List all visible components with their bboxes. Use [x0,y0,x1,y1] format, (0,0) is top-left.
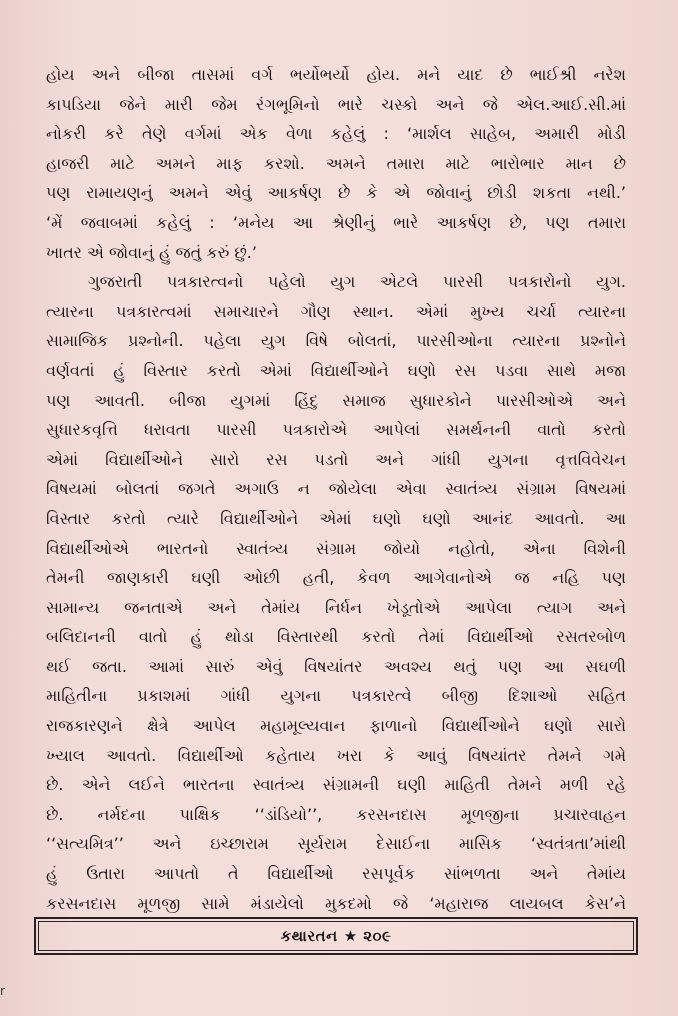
book-title: કથારતન [280,927,338,945]
text-line: રાજકારણને ક્ષેત્રે આપેલ મહામૂલ્યવાન ફાળાનો વિદ્યાર્થીઓને ઘણો સારો [46,716,626,736]
text-line: વિદ્યાર્થીઓએ ભારતનો સ્વાતંત્ર્ય સંગ્રામ જોયો નહોતો, એના વિશેની [46,538,626,558]
text-line: છે. નર્મદના પાક્ષિક ‘‘ડાંડિયો’’, કરસનદાસ મૂળજીના પ્રચારવાહન [46,804,626,824]
text-line: સામાજિક પ્રશ્નોની. પહેલા યુગ વિષે બોલતાં, પારસીઓના ત્યારના પ્રશ્નોને [46,331,626,351]
text-line: સુધારકવૃત્તિ ધરાવતા પારસી પત્રકારોએ આપેલાં સમર્થનની વાતો કરતો [46,420,626,440]
text-line: તેમની જાણકારી ઘણી ઓછી હતી, કેવળ આગેવાનોએ જ નહિ પણ [46,568,626,588]
text-line: કરસનદાસ મૂળજી સામે મંડાયેલો મુકદમો જે ‘મહારાજ લાયબલ કેસ’ને [46,893,626,913]
star-icon: ★ [343,927,358,945]
text-line: ‘‘સત્યમિત્ર’’ અને ઇચ્છારામ સૂર્યરામ દેસાઈના માસિક ‘સ્વતંત્રતા’માંથી [46,834,626,854]
text-line: કાપડિયા જેને મારી જેમ રંગભૂમિનો ભારે ચસ્કો અને જે એલ.આઈ.સી.માં [46,94,626,114]
body-text [46,60,626,918]
text-line: હોય અને બીજા તાસમાં વર્ગ ભર્યોભર્યો હોય. મને યાદ છે ભાઈશ્રી નરેશ [46,65,626,84]
text-line: થઈ જતા. આમાં સારું એવું વિષયાંતર અવશ્ય થતું પણ આ સઘળી [46,656,626,676]
text-line: પણ રામાયણનું અમને એવું આકર્ષણ છે કે એ જોવાનું છોડી શકતા નથી.’ [46,183,626,203]
text-line: માહિતીના પ્રકાશમાં ગાંધી યુગના પત્રકારત્વે બીજી દિશાઓ સહિત [46,686,626,706]
text-line: એમાં વિદ્યાર્થીઓને સારો રસ પડતો અને ગાંધી યુગના વૃત્તવિવેચન [46,449,626,469]
text-line: ‘મેં જવાબમાં કહેલું : ‘મનેય આ શ્રેણીનું ભારે આકર્ષણ છે, પણ તમારા [46,212,626,232]
text-line: બલિદાનની વાતો હું થોડા વિસ્તારથી કરતો તેમાં વિદ્યાર્થીઓ રસતરબોળ [46,627,626,647]
text-line: પણ આવતી. બીજા યુગમાં હિંદુ સમાજ સુધારકોને પારસીઓએ અને [46,390,626,410]
page-number: ૨૦૯ [363,927,392,945]
paragraph-start-line: ગુજરાતી પત્રકારત્વનો પહેલો યુગ એટલે પારસી પત્રકારોનો યુગ. [88,272,626,292]
text-line: નોકરી કરે તેણે વર્ગમાં એક વેળા કહેલું : ‘માર્શલ સાહેબ, અમારી મોડી [46,124,626,144]
text-line: ખ્યાલ આવતો. વિદ્યાર્થીઓ કહેતાય ખરા કે આવું વિષયાંતર તેમને ગમે [46,745,626,765]
page-footer [34,917,638,955]
text-line: હાજરી માટે અમને માફ કરશો. અમને તમારા માટે ભારોભાર માન છે [46,153,626,173]
text-line: છે. એને લઈને ભારતના સ્વાતંત્ર્ય સંગ્રામની ઘણી માહિતી તેમને મળી રહે [46,775,626,795]
text-line: સામાન્ય જનતાએ અને તેમાંય નિર્ધન ખેડૂતોએ આપેલા ત્યાગ અને [46,597,626,617]
text-line: ખાતર એ જોવાનું હું જતું કરું છું.’ [46,242,257,262]
text-line: વિસ્તાર કરતો ત્યારે વિદ્યાર્થીઓને એમાં ઘણો ઘણો આનંદ આવતો. આ [46,508,626,528]
text-line: વર્ણવતાં હું વિસ્તાર કરતો એમાં વિદ્યાર્થીઓને ઘણો રસ પડવા સાથે મજા [46,360,626,380]
text-line: હું ઉતારા આપતો તે વિદ્યાર્થીઓ રસપૂર્વક સાંભળતા અને તેમાંય [46,864,626,884]
corner-mark: r [0,984,5,998]
text-line: વિષયમાં બોલતાં જગતે અગાઉ ન જોયેલા એવા સ્વાતંત્ર્ય સંગ્રામ વિષયમાં [46,479,626,499]
text-line: ત્યારના પત્રકારત્વમાં સમાચારને ગૌણ સ્થાન. એમાં મુખ્ય ચર્ચા ત્યારના [46,301,626,321]
